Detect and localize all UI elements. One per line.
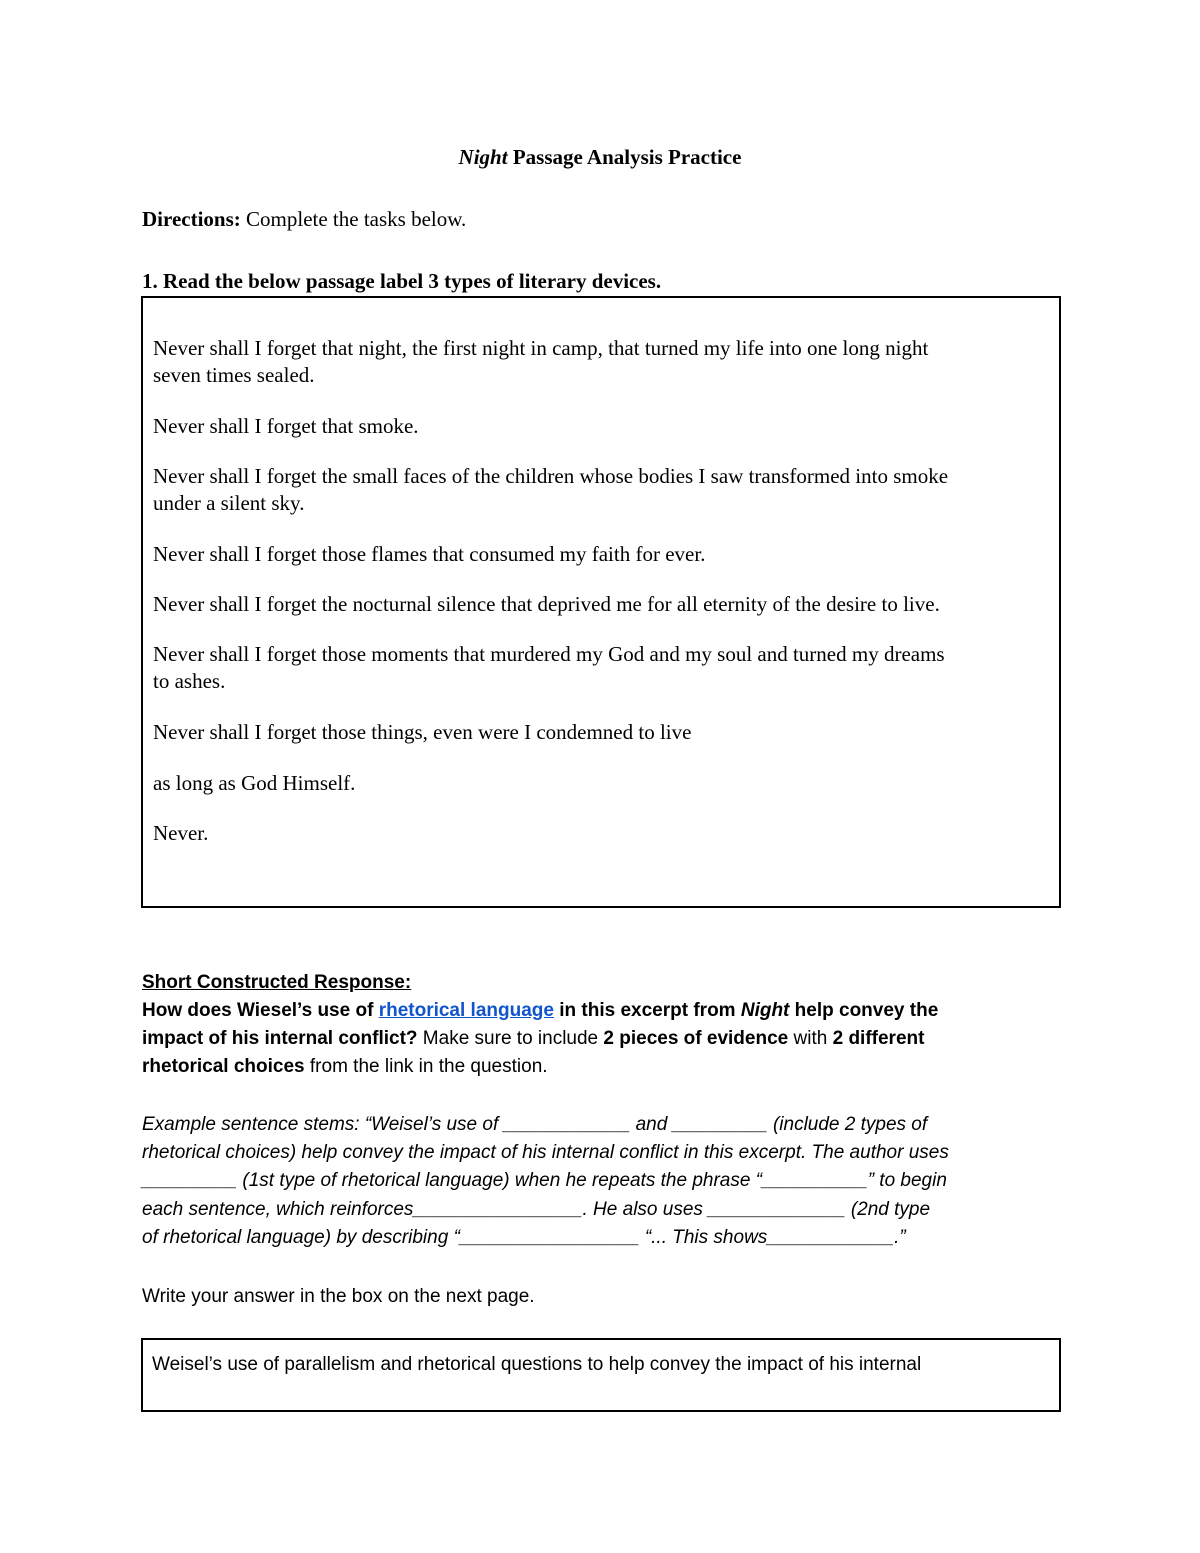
question-text: from the link in the question. <box>304 1056 548 1077</box>
question-text: 2 pieces of evidence <box>603 1028 789 1049</box>
passage-line: under a silent sky. <box>153 491 305 515</box>
example-line: of rhetorical language) by describing “_________________ “... This shows____________.” <box>142 1227 906 1248</box>
scr-heading: Short Constructed Response: <box>142 972 412 993</box>
directions-text: Complete the tasks below. <box>240 207 467 231</box>
passage-line: Never shall I forget those moments that murdered my God and my soul and turned my dreams <box>153 642 945 666</box>
question-text: in this excerpt from <box>553 1000 741 1021</box>
question-text: impact of his internal conflict? <box>142 1028 418 1049</box>
passage-line: Never. <box>153 821 209 845</box>
question-text: How does Wiesel’s use of <box>142 1000 379 1021</box>
write-note: Write your answer in the box on the next page. <box>142 1286 535 1307</box>
question-line-1 <box>142 997 938 1025</box>
passage-line: as long as God Himself. <box>153 771 356 795</box>
passage-line: Never shall I forget that night, the first night in camp, that turned my life into one long night <box>153 336 929 360</box>
title-rest: Passage Analysis Practice <box>507 145 742 169</box>
passage-box <box>141 296 1061 908</box>
question-line-3 <box>142 1053 548 1081</box>
example-line: rhetorical choices) help convey the impact of his internal conflict in this excerpt. The author uses <box>142 1142 949 1163</box>
passage-line: Never shall I forget those flames that consumed my faith for ever. <box>153 542 706 566</box>
question-line-2 <box>142 1025 924 1053</box>
passage-line: seven times sealed. <box>153 363 315 387</box>
question-night-italic: Night <box>740 1000 790 1021</box>
passage-line: Never shall I forget those things, even were I condemned to live <box>153 720 692 744</box>
example-line: Example sentence stems: “Weisel’s use of ____________ and _________ (include 2 types of <box>142 1114 928 1135</box>
answer-text: Weisel’s use of parallelism and rhetorical questions to help convey the impact of his internal <box>152 1354 922 1375</box>
passage-line: Never shall I forget the nocturnal silence that deprived me for all eternity of the desire to live. <box>153 592 940 616</box>
answer-box[interactable] <box>141 1338 1061 1412</box>
example-line: each sentence, which reinforces________________. He also uses _____________ (2nd type <box>142 1199 931 1220</box>
example-line: _________ (1st type of rhetorical language) when he repeats the phrase “__________” to begin <box>142 1170 947 1191</box>
directions-label: Directions: <box>142 207 241 231</box>
rhetorical-language-link[interactable]: rhetorical language <box>378 1000 554 1021</box>
question-text: rhetorical choices <box>142 1056 305 1077</box>
directions <box>142 205 466 233</box>
task-1-heading: 1. Read the below passage label 3 types of literary devices. <box>142 269 662 293</box>
title-italic-word: Night <box>458 145 508 169</box>
passage-line: Never shall I forget the small faces of the children whose bodies I saw transformed into smoke <box>153 464 949 488</box>
question-text: help convey the <box>789 1000 939 1021</box>
question-text: Make sure to include <box>417 1028 604 1049</box>
question-text: 2 different <box>832 1028 925 1049</box>
passage-line: to ashes. <box>153 669 226 693</box>
passage-line: Never shall I forget that smoke. <box>153 414 419 438</box>
page-title <box>0 143 1200 171</box>
question-text: with <box>788 1028 833 1049</box>
